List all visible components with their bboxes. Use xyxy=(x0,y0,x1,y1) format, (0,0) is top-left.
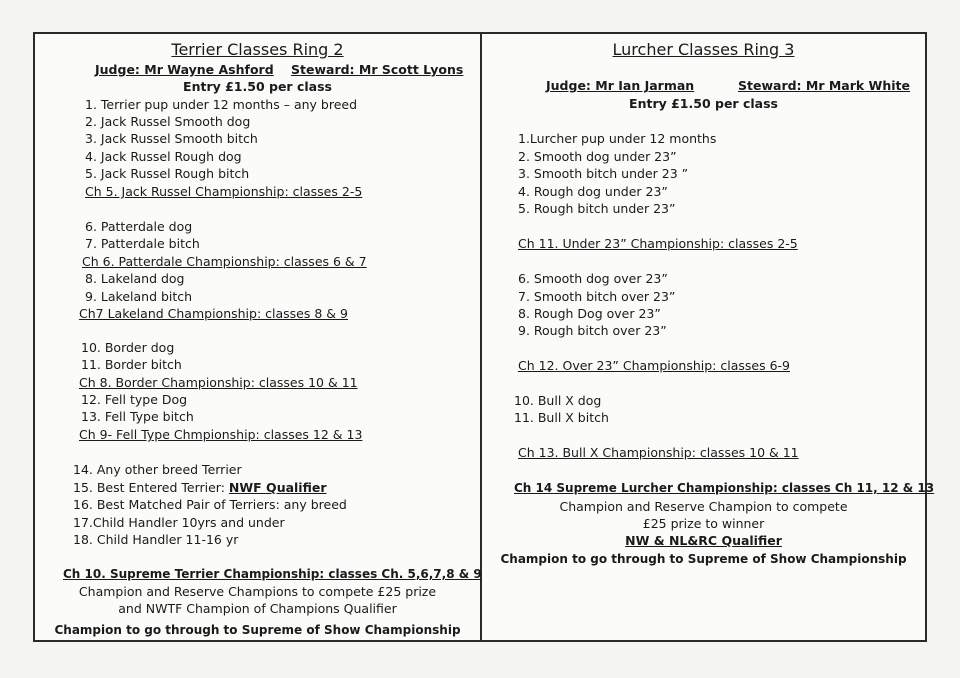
terrier-ch9: Ch 9- Fell Type Chmpionship: classes 12 & 13 xyxy=(79,427,363,442)
lurcher-class-2: 2. Smooth dog under 23” xyxy=(518,149,677,164)
lurcher-prize: £25 prize to winner xyxy=(642,516,765,531)
lurcher-entry: Entry £1.50 per class xyxy=(629,96,778,111)
lurcher-class-11: 11. Bull X bitch xyxy=(514,410,609,425)
terrier-class-13: 13. Fell Type bitch xyxy=(81,409,194,424)
terrier-judge: Judge: Mr Wayne Ashford xyxy=(95,62,274,77)
terrier-ch6: Ch 6. Patterdale Championship: classes 6 & 7 xyxy=(82,254,367,269)
lurcher-class-8: 8. Rough Dog over 23” xyxy=(518,306,661,321)
lurcher-compete: Champion and Reserve Champion to compete xyxy=(559,499,848,514)
terrier-class-1: 1. Terrier pup under 12 months – any breed xyxy=(85,97,358,112)
terrier-class-2: 2. Jack Russel Smooth dog xyxy=(85,114,251,129)
terrier-class-15 xyxy=(73,480,327,496)
lurcher-class-5: 5. Rough bitch under 23” xyxy=(518,201,676,216)
terrier-class-3: 3. Jack Russel Smooth bitch xyxy=(85,131,258,146)
terrier-class-4: 4. Jack Russel Rough dog xyxy=(85,149,242,164)
lurcher-column xyxy=(482,34,935,640)
terrier-class-15-label: 15. Best Entered Terrier: xyxy=(73,480,225,495)
lurcher-class-3: 3. Smooth bitch under 23 ” xyxy=(518,166,689,181)
terrier-through: Champion to go through to Supreme of Show Championship xyxy=(54,623,461,637)
terrier-class-14: 14. Any other breed Terrier xyxy=(73,462,242,477)
lurcher-ch13: Ch 13. Bull X Championship: classes 10 & 11 xyxy=(518,445,799,460)
lurcher-class-9: 9. Rough bitch over 23” xyxy=(518,323,667,338)
terrier-class-8: 8. Lakeland dog xyxy=(85,271,185,286)
terrier-compete: Champion and Reserve Champions to compete £25 prize xyxy=(78,584,437,599)
terrier-supreme: Ch 10. Supreme Terrier Championship: classes Ch. 5,6,7,8 & 9 xyxy=(63,567,482,581)
terrier-entry: Entry £1.50 per class xyxy=(183,79,332,94)
lurcher-class-10: 10. Bull X dog xyxy=(514,393,602,408)
terrier-steward: Steward: Mr Scott Lyons xyxy=(291,62,464,77)
terrier-class-7: 7. Patterdale bitch xyxy=(85,236,200,251)
terrier-class-16: 16. Best Matched Pair of Terriers: any breed xyxy=(73,497,347,512)
lurcher-steward: Steward: Mr Mark White xyxy=(738,78,910,93)
lurcher-qualifier: NW & NL&RC Qualifier xyxy=(625,533,782,548)
lurcher-judge: Judge: Mr Ian Jarman xyxy=(546,78,695,93)
terrier-nwtf: and NWTF Champion of Champions Qualifier xyxy=(118,601,397,616)
show-schedule-sheet xyxy=(33,32,935,642)
terrier-class-5: 5. Jack Russel Rough bitch xyxy=(85,166,250,181)
terrier-ch8: Ch 8. Border Championship: classes 10 & 11 xyxy=(79,375,358,390)
terrier-ch7: Ch7 Lakeland Championship: classes 8 & 9 xyxy=(79,306,348,321)
terrier-class-10: 10. Border dog xyxy=(81,340,175,355)
terrier-title: Terrier Classes Ring 2 xyxy=(171,40,344,59)
terrier-class-12: 12. Fell type Dog xyxy=(81,392,188,407)
lurcher-title: Lurcher Classes Ring 3 xyxy=(612,40,795,59)
lurcher-class-6: 6. Smooth dog over 23” xyxy=(518,271,668,286)
lurcher-ch12: Ch 12. Over 23” Championship: classes 6-9 xyxy=(518,358,790,373)
lurcher-through: Champion to go through to Supreme of Show Championship xyxy=(500,552,907,566)
terrier-class-11: 11. Border bitch xyxy=(81,357,182,372)
terrier-class-17: 17.Child Handler 10yrs and under xyxy=(73,515,285,530)
lurcher-supreme: Ch 14 Supreme Lurcher Championship: classes Ch 11, 12 & 13 xyxy=(514,481,935,495)
lurcher-class-1: 1.Lurcher pup under 12 months xyxy=(518,131,717,146)
lurcher-class-7: 7. Smooth bitch over 23” xyxy=(518,289,676,304)
lurcher-ch11: Ch 11. Under 23” Championship: classes 2-5 xyxy=(518,236,798,251)
terrier-class-18: 18. Child Handler 11-16 yr xyxy=(73,532,239,547)
lurcher-class-4: 4. Rough dog under 23” xyxy=(518,184,668,199)
terrier-ch5: Ch 5. Jack Russel Championship: classes 2-5 xyxy=(85,184,363,199)
terrier-column xyxy=(35,34,482,640)
nwf-qualifier: NWF Qualifier xyxy=(228,480,327,495)
terrier-class-6: 6. Patterdale dog xyxy=(85,219,193,234)
terrier-class-9: 9. Lakeland bitch xyxy=(85,289,193,304)
